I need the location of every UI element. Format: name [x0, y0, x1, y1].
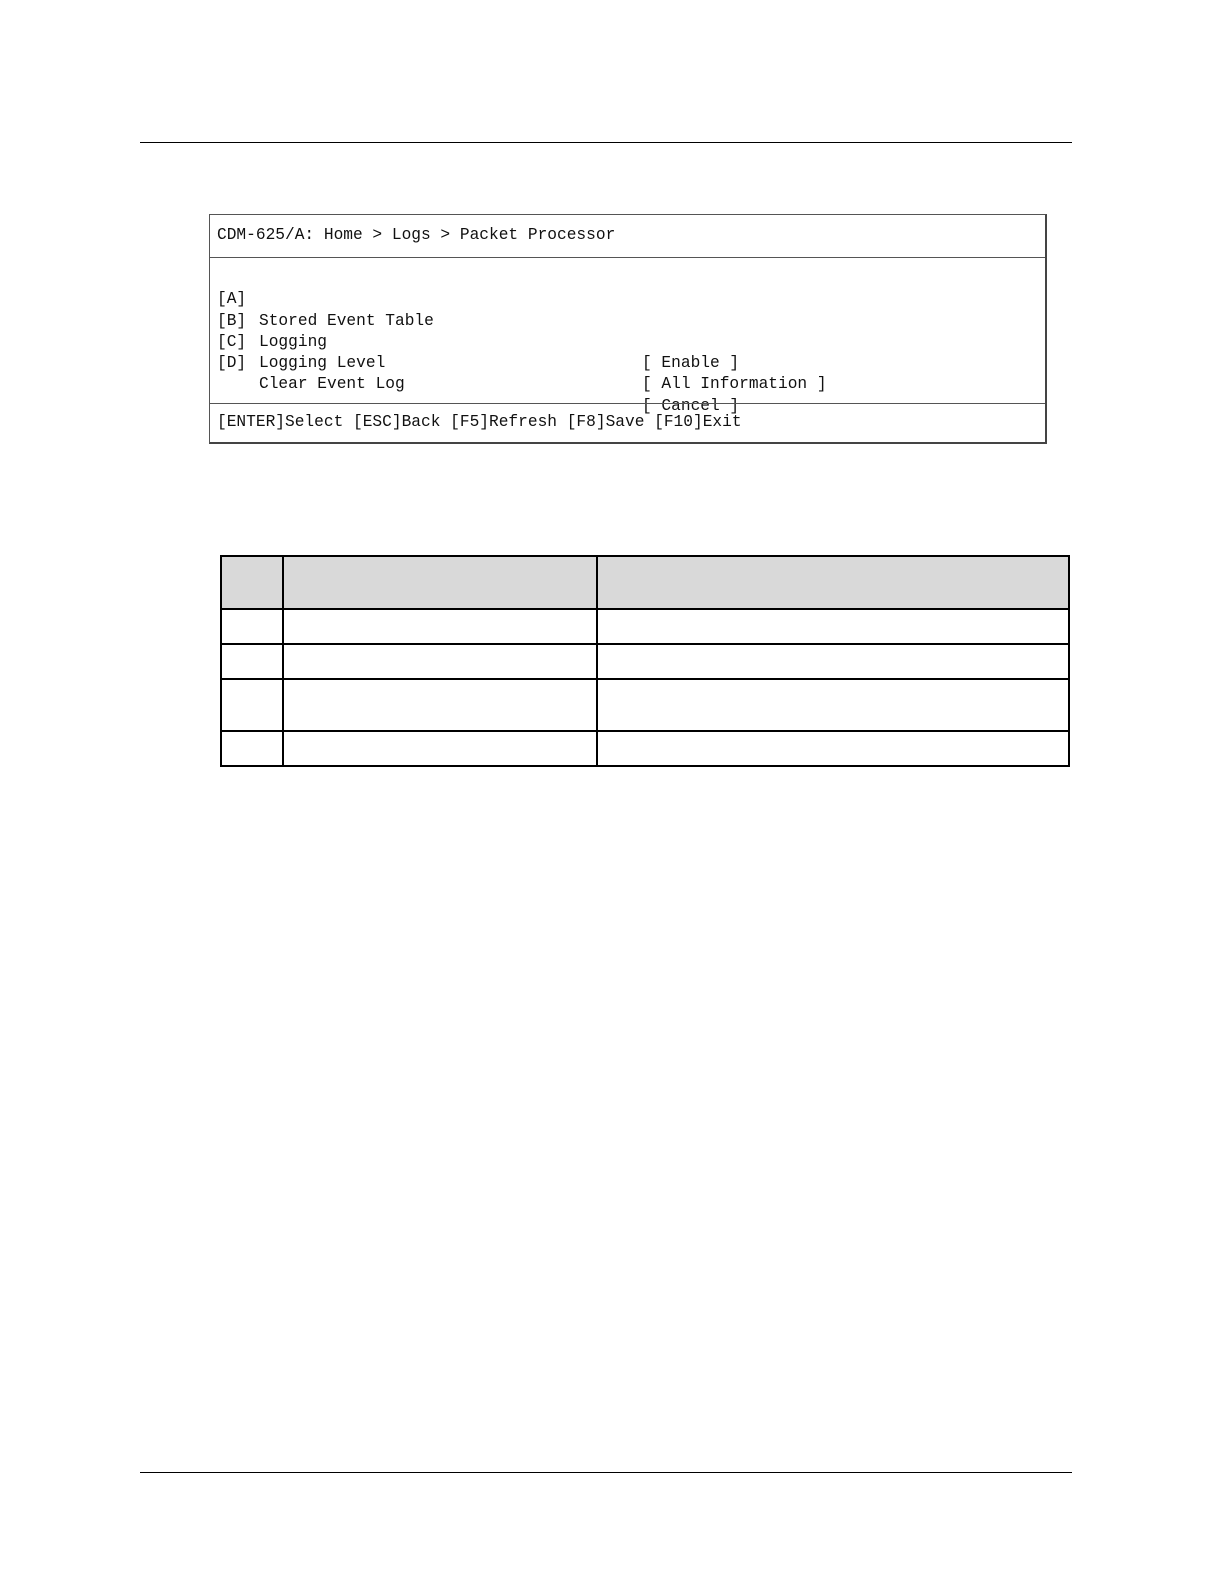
menu-label: Clear Event Log [259, 375, 405, 394]
menu-label: Logging [259, 332, 327, 351]
terminal-divider [210, 403, 1045, 404]
table-cell [283, 609, 597, 644]
table-row [221, 679, 1069, 731]
table-cell [283, 731, 597, 766]
terminal-screen [209, 214, 1047, 444]
header-rule [140, 142, 1072, 143]
footer-rule [140, 1472, 1072, 1473]
menu-value: [ All Information ] [642, 375, 827, 394]
table-cell [597, 731, 1069, 766]
table-row [221, 609, 1069, 644]
terminal-divider [210, 257, 1045, 258]
table-cell [597, 679, 1069, 731]
terminal-menu [217, 268, 1037, 415]
menu-key: [C] [217, 332, 247, 351]
menu-value: [ Cancel ] [642, 396, 740, 415]
menu-label: Stored Event Table [259, 311, 434, 330]
table-header-cell [597, 556, 1069, 609]
menu-key: [A] [217, 290, 247, 309]
table-cell [597, 644, 1069, 679]
menu-key: [B] [217, 311, 247, 330]
table-cell [221, 609, 283, 644]
table-header-cell [283, 556, 597, 609]
terminal-key-help: [ENTER]Select [ESC]Back [F5]Refresh [F8]Save [F10]Exit [217, 413, 742, 431]
terminal-breadcrumb: CDM-625/A: Home > Logs > Packet Processor [217, 226, 616, 244]
description-table [220, 555, 1070, 767]
table-cell [283, 679, 597, 731]
table-header-cell [221, 556, 283, 609]
menu-value: [ Enable ] [642, 354, 740, 373]
table-header-row [221, 556, 1069, 609]
table-cell [221, 679, 283, 731]
table-cell [597, 609, 1069, 644]
table-row [221, 644, 1069, 679]
table-row [221, 731, 1069, 766]
table-cell [221, 731, 283, 766]
menu-item-stored-event-table[interactable] [217, 268, 1037, 330]
menu-key: [D] [217, 354, 247, 373]
table-cell [221, 644, 283, 679]
table-cell [283, 644, 597, 679]
menu-label: Logging Level [259, 354, 386, 373]
